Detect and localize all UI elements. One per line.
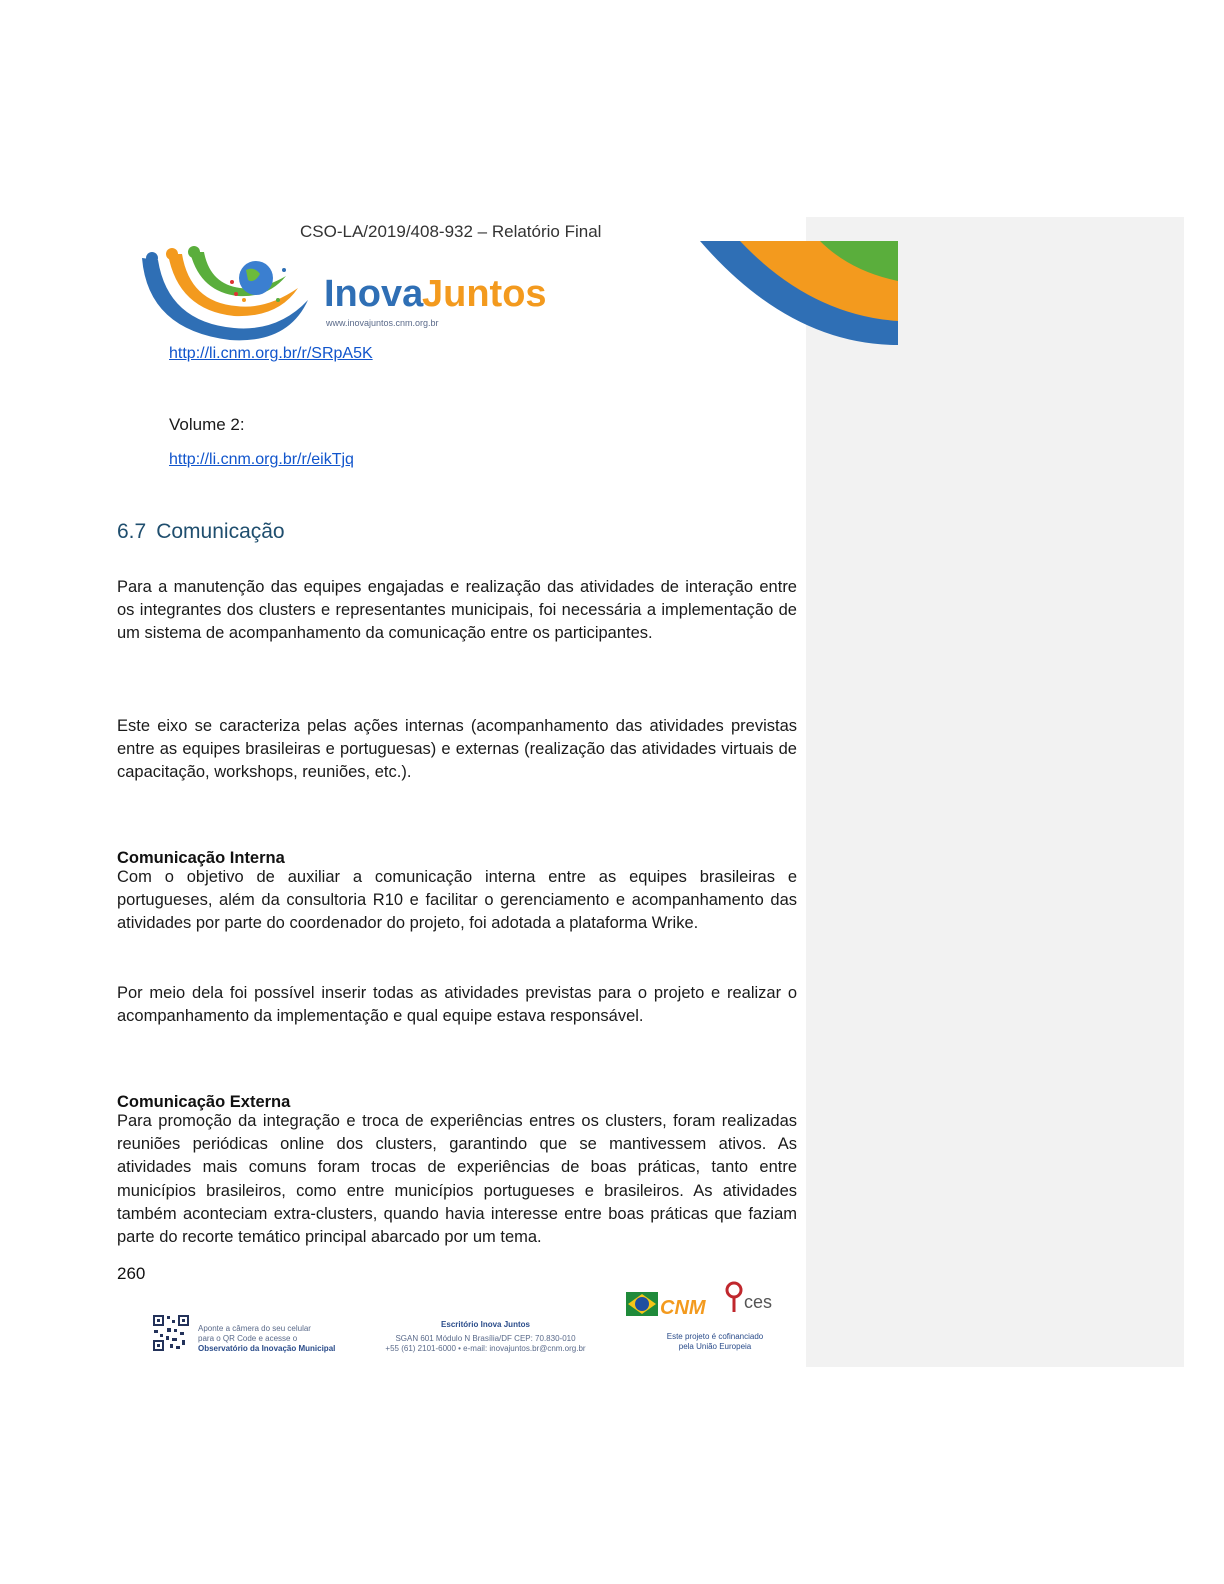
paragraph-5: Para promoção da integração e troca de experiências entres os clusters, foram realizadas reuniões periódicas online dos clusters, garantindo que se mantivessem ativos. As atividades mais comuns foram trocas de experiências de boas práticas, tanto entre municípios brasileiros, como entre municípios portugueses e brasileiros. As atividades também aconteciam extra-clusters, quando havia interesse entre boas práticas que faziam parte do recorte temático principal abarcado por um tema. xyxy=(117,1112,797,1247)
logo-url: www.inovajuntos.cnm.org.br xyxy=(326,318,439,328)
logo-name-part2: Juntos xyxy=(422,273,547,315)
cnm-label: CNM xyxy=(660,1297,706,1319)
external-communication-heading: Comunicação Externa xyxy=(117,1093,291,1111)
cnm-logo xyxy=(626,1286,708,1324)
ces-logo xyxy=(722,1280,802,1328)
page-number: 260 xyxy=(117,1264,146,1283)
page-footer xyxy=(150,1278,810,1363)
section-number: 6.7 xyxy=(117,520,147,543)
running-header: CSO-LA/2019/408-932 – Relatório Final xyxy=(300,224,602,240)
qr-caption: Aponte a câmera do seu celular para o QR Code e acesse o Observatório da Inovação Municipal xyxy=(198,1324,336,1353)
office-contact: Escritório Inova Juntos SGAN 601 Módulo N Brasília/DF CEP: 70.830-010 +55 (61) 2101-6000 • e-mail: inovajuntos.br@cnm.org.br xyxy=(385,1320,586,1353)
inova-juntos-logo xyxy=(138,240,568,345)
paragraph-1: Para a manutenção das equipes engajadas e realização das atividades de interação entre os integrantes dos clusters e representantes municipais, foi necessária a implementação de um sistema de acompanhamento da comunicação entre os participantes. xyxy=(117,578,797,643)
comment-margin-pane xyxy=(806,217,1184,1367)
header-swoosh-decoration xyxy=(700,241,898,345)
section-title: Comunicação xyxy=(156,520,285,543)
paragraph-3: Com o objetivo de auxiliar a comunicação interna entre as equipes brasileiras e portugueses, além da consultoria R10 e facilitar o gerenciamento e acompanhamento das atividades por parte do coordenador do projeto, foi adotada a plataforma Wrike. xyxy=(117,868,797,933)
logo-emblem-icon xyxy=(142,246,308,340)
volume2-label: Volume 2: xyxy=(169,415,245,434)
ces-label: ces xyxy=(744,1292,773,1312)
eu-cofinancing-note: Este projeto é cofinanciado pela União Europeia xyxy=(666,1332,764,1351)
logo-name-part1: Inova xyxy=(324,273,424,315)
qr-code-icon xyxy=(152,1314,190,1352)
internal-communication-heading: Comunicação Interna xyxy=(117,849,285,867)
volume2-link[interactable]: http://li.cnm.org.br/r/eikTjq xyxy=(169,451,354,468)
paragraph-2: Este eixo se caracteriza pelas ações internas (acompanhamento das atividades previstas entre as equipes brasileiras e portuguesas) e externas (realização das atividades virtuais de capacitação, workshops, reuniões, etc.). xyxy=(117,717,797,782)
section-heading xyxy=(117,520,285,544)
volume1-link[interactable]: http://li.cnm.org.br/r/SRpA5K xyxy=(169,345,373,362)
paragraph-4: Por meio dela foi possível inserir todas as atividades previstas para o projeto e realizar o acompanhamento da implementação e qual equipe estava responsável. xyxy=(117,984,797,1026)
